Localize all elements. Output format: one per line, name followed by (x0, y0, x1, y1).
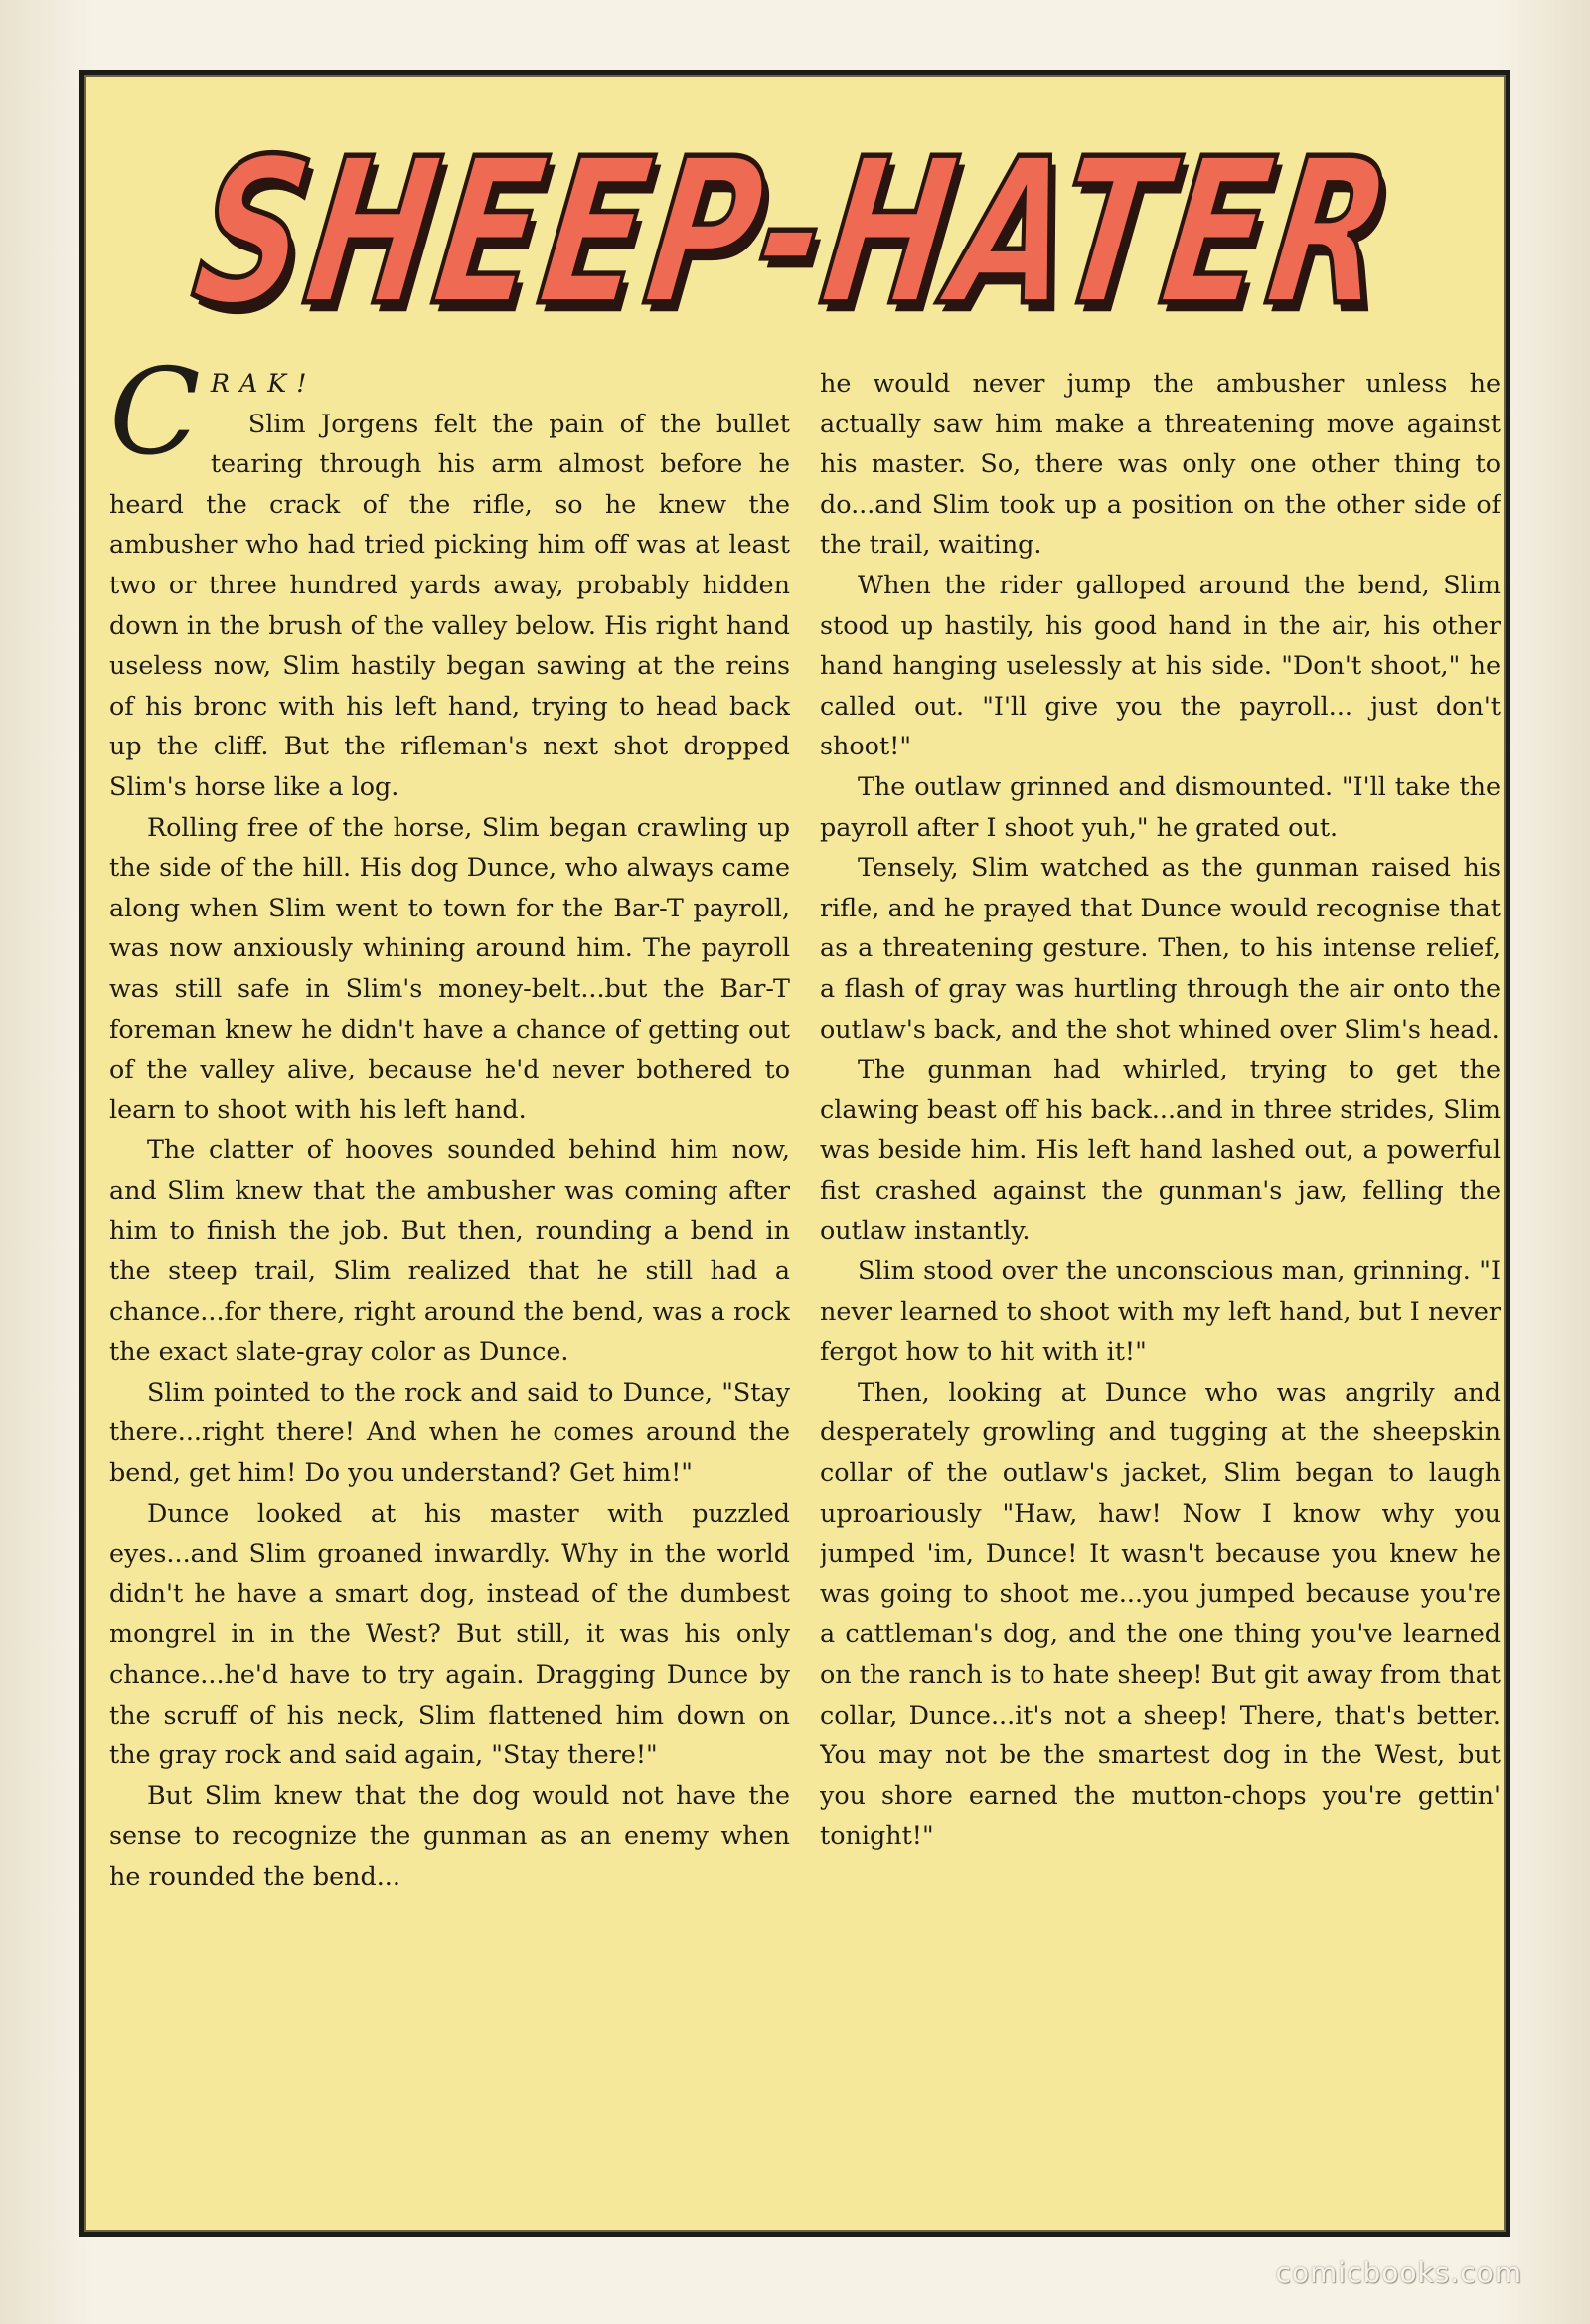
story-title: SHEEP-HATER (182, 116, 1408, 351)
title-banner (84, 104, 1506, 363)
paragraph: The outlaw grinned and dismounted. "I'll take the payroll after I shoot yuh," he grated out. (820, 770, 1501, 842)
column-left (109, 363, 790, 2212)
paragraph: But Slim knew that the dog would not have the sense to recognize the gunman as an enemy when he rounded the bend... (109, 1779, 790, 1891)
paragraph: Slim stood over the unconscious man, grinning. "I never learned to shoot with my left hand, but I never fergot how to hit with it!" (820, 1255, 1501, 1367)
opening-line (109, 363, 790, 482)
watermark: comicbooks.com (1275, 2256, 1522, 2289)
paragraph: The gunman had whirled, trying to get the clawing beast off his back...and in three strides, Slim was beside him. His left hand lashed out, a powerful fist crashed against the gunman's jaw, felling the outlaw instantly. (820, 1054, 1501, 1245)
paragraph: Tensely, Slim watched as the gunman raised his rifle, and he prayed that Dunce would recognise that as a threatening gesture. Then, to his intense relief, a flash of gray was hurtling through the air onto the outlaw's back, and the shot whined over Slim's head. (820, 852, 1501, 1044)
paragraph: he would never jump the ambusher unless he actually saw him make a threatening move against his master. So, there was only one other thing to do...and Slim took up a position on the other side of the trail, waiting. (820, 368, 1501, 560)
opening-word: RAK! (210, 368, 317, 398)
paragraph: The clatter of hooves sounded behind him now, and Slim knew that the ambusher was coming after him to finish the job. But then, rounding a bend in the steep trail, Slim realized that he still had a chance...for there, right around the bend, was a rock the exact slate-gray color as Dunce. (109, 1134, 790, 1367)
drop-cap: C (109, 363, 201, 482)
column-right (820, 363, 1501, 2212)
paragraph: Rolling free of the horse, Slim began crawling up the side of the hill. His dog Dunce, who always came along when Slim went to town for the Bar-T payroll, was now anxiously whining around him. The payroll was still safe in Slim's money-belt...but the Bar-T foreman knew he didn't have a chance of getting out of the valley alive, because he'd never bothered to learn to shoot with his left hand. (109, 811, 790, 1124)
paragraph: Then, looking at Dunce who was angrily and desperately growling and tugging at the sheepskin collar of the outlaw's jacket, Slim began to laugh uproariously "Haw, haw! Now I know why you jumped 'im, Dunce! It wasn't because you knew he was going to shoot me...you jumped because you're a cattleman's dog, and the one thing you've learned on the ranch is to hate sheep! But git away from that collar, Dunce...it's not a sheep! There, that's better. You may not be the smartest dog in the West, but you shore earned the mutton-chops you're gettin' tonight!" (820, 1376, 1501, 1851)
paragraph: Slim Jorgens felt the pain of the bullet tearing through his arm almost before he heard the crack of the rifle, so he knew the ambusher who had tried picking him off was at least two or three hundred yards away, probably hidden down in the brush of the valley below. His right hand useless now, Slim hastily began sawing at the reins of his bronc with his left hand, trying to head back up the cliff. But the rifleman's next shot dropped Slim's horse like a log. (109, 408, 790, 801)
paragraph: When the rider galloped around the bend, Slim stood up hastily, his good hand in the air, his other hand hanging uselessly at his side. "Don't shoot," he called out. "I'll give you the payroll... just don't shoot!" (820, 569, 1501, 761)
paragraph: Slim pointed to the rock and said to Dunce, "Stay there...right there! And when he comes around the bend, get him! Do you understand? Get him!" (109, 1376, 790, 1488)
story-panel (80, 70, 1510, 2237)
text-columns (109, 363, 1501, 2212)
paragraph: Dunce looked at his master with puzzled eyes...and Slim groaned inwardly. Why in the world didn't he have a smart dog, instead of the dumbest mongrel in in the West? But still, it was his only chance...he'd have to try again. Dragging Dunce by the scruff of his neck, Slim flattened him down on the gray rock and said again, "Stay there!" (109, 1497, 790, 1770)
